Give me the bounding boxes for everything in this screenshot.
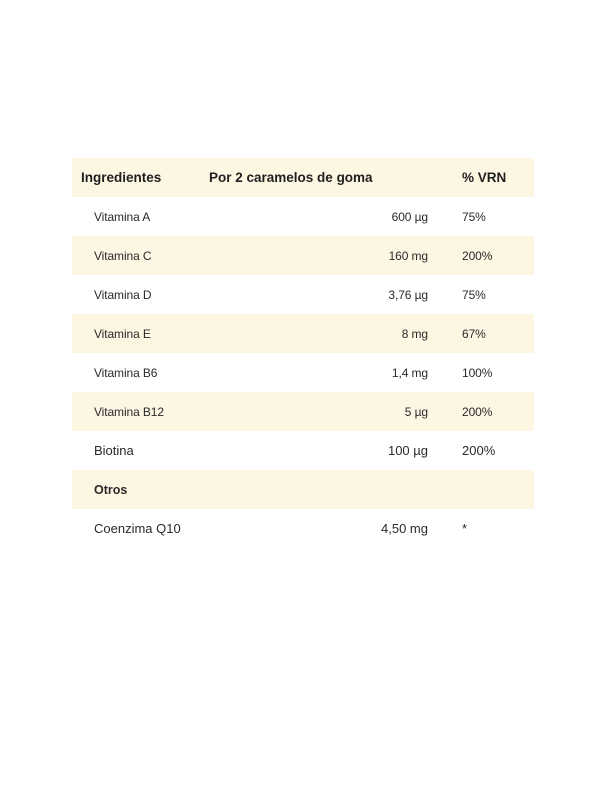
table-row [72, 236, 534, 275]
ingredient-name: Vitamina B6 [94, 365, 158, 380]
ingredient-amount: 3,76 µg [388, 287, 428, 302]
ingredient-vrn: 75% [462, 209, 486, 224]
header-ingredients: Ingredientes [81, 170, 162, 185]
ingredient-name: Vitamina B12 [94, 404, 164, 419]
header-vrn: % VRN [462, 170, 507, 185]
ingredient-vrn: 200% [462, 404, 493, 419]
table-row [72, 431, 534, 470]
ingredient-name: Vitamina C [94, 248, 152, 263]
header-per-serving: Por 2 caramelos de goma [209, 170, 373, 185]
ingredient-name: Coenzima Q10 [94, 521, 181, 536]
table-row [72, 275, 534, 314]
ingredient-vrn: 75% [462, 287, 486, 302]
ingredient-amount: 5 µg [404, 404, 428, 419]
ingredient-name: Vitamina D [94, 287, 152, 302]
ingredient-vrn: 200% [462, 248, 493, 263]
ingredient-vrn: 200% [462, 443, 496, 458]
ingredient-amount: 600 µg [391, 209, 428, 224]
ingredient-amount: 100 µg [387, 443, 428, 458]
table-row [72, 509, 534, 548]
ingredient-name: Vitamina A [94, 209, 151, 224]
ingredient-amount: 8 mg [401, 326, 428, 341]
ingredient-vrn: 100% [462, 365, 493, 380]
table-row [72, 392, 534, 431]
ingredient-amount: 160 mg [388, 248, 428, 263]
table-header-row [72, 158, 534, 197]
ingredient-vrn: 67% [462, 326, 486, 341]
table-row [72, 314, 534, 353]
section-row-others [72, 470, 534, 509]
table-row [72, 353, 534, 392]
section-label: Otros [94, 482, 128, 497]
ingredient-vrn: * [462, 521, 468, 536]
ingredient-name: Biotina [94, 443, 134, 458]
ingredient-name: Vitamina E [94, 326, 151, 341]
ingredient-amount: 4,50 mg [381, 521, 428, 536]
table-row [72, 197, 534, 236]
nutrition-table [72, 158, 534, 548]
ingredient-amount: 1,4 mg [391, 365, 428, 380]
